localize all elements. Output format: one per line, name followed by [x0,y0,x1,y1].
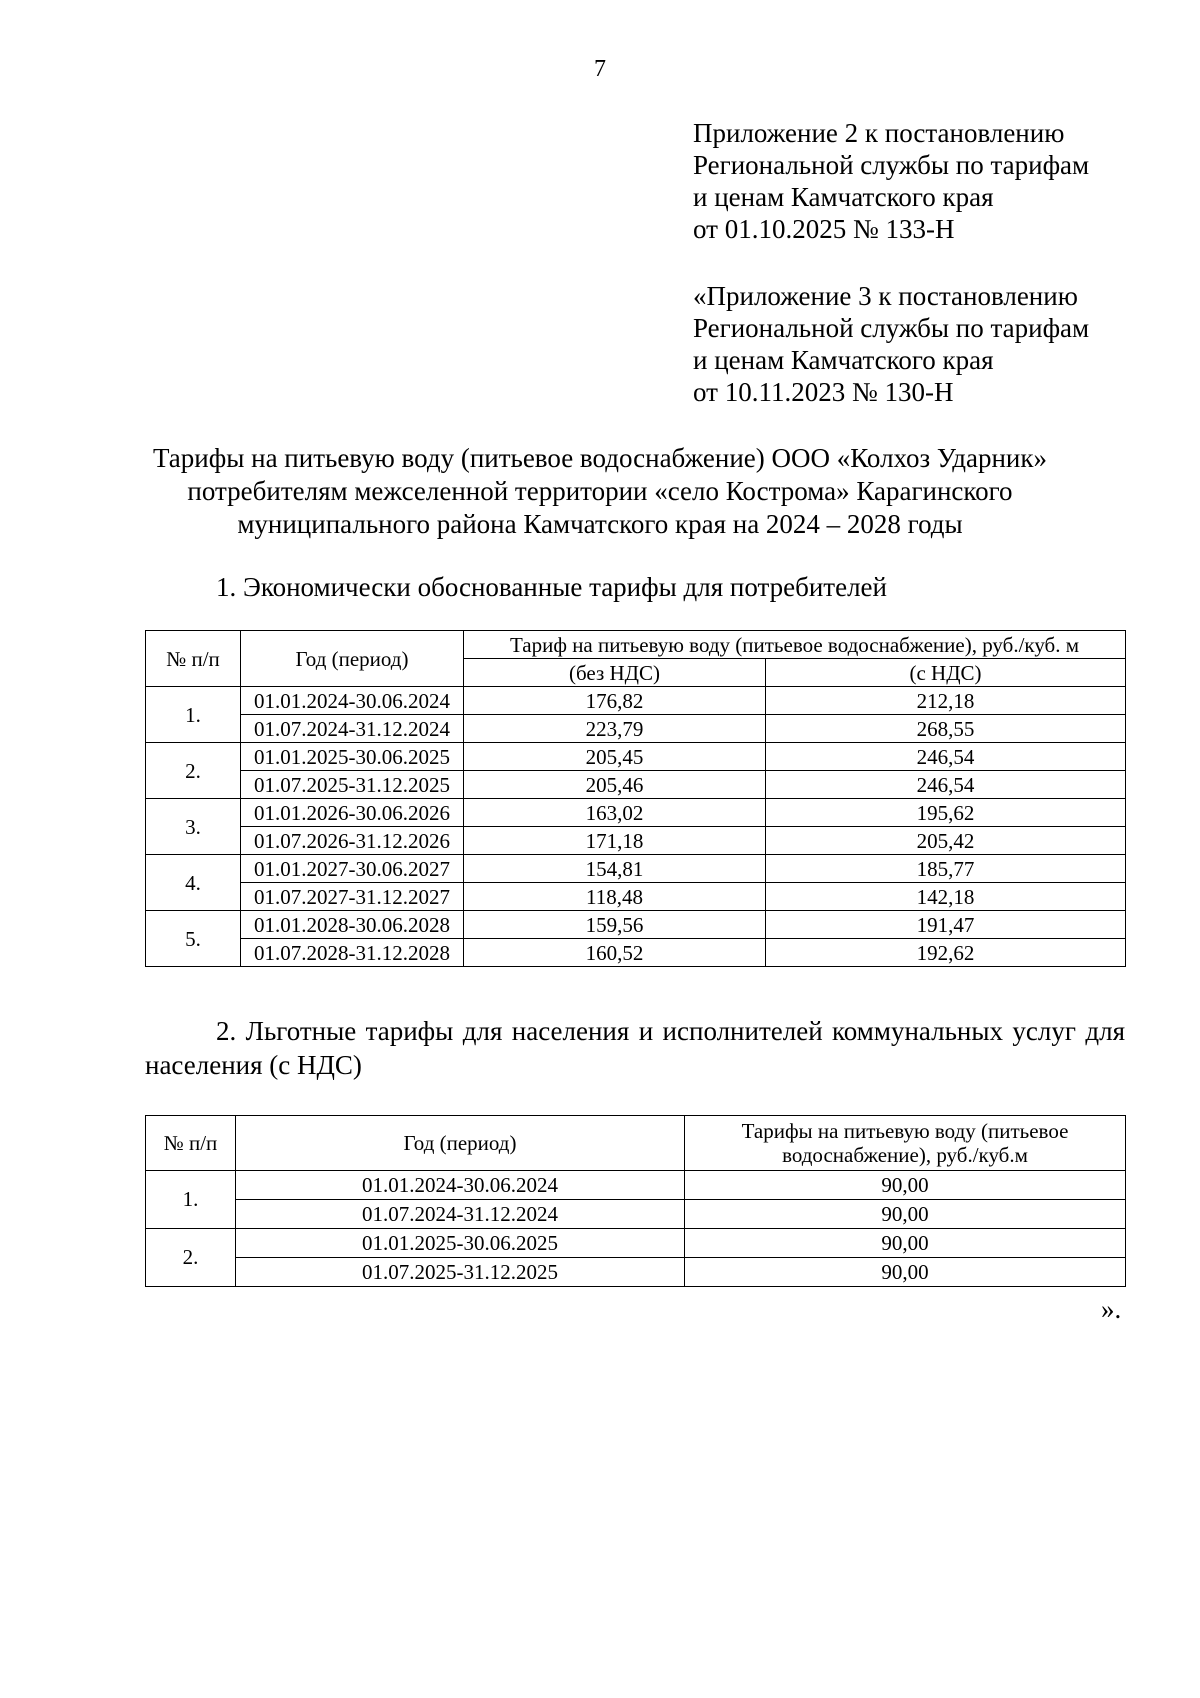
tariff-with-vat-cell: 212,18 [766,687,1126,715]
period-cell: 01.01.2024-30.06.2024 [236,1171,685,1200]
tariff-no-vat-cell: 154,81 [464,855,766,883]
tariff-value-cell: 90,00 [685,1229,1126,1258]
tariff-no-vat-cell: 160,52 [464,939,766,967]
tariff-value-cell: 90,00 [685,1171,1126,1200]
original-appendix-reference-line: от 10.11.2023 № 130-Н [693,377,954,407]
tariff-no-vat-cell: 176,82 [464,687,766,715]
period-cell: 01.07.2024-31.12.2024 [241,715,464,743]
column-header-with-vat: (с НДС) [766,659,1126,687]
tariff-value-cell: 90,00 [685,1200,1126,1229]
tariff-with-vat-cell: 192,62 [766,939,1126,967]
table-row [146,855,1126,883]
appendix-reference-block [693,117,1089,245]
tariff-no-vat-cell: 205,46 [464,771,766,799]
row-number-cell: 1. [146,1171,236,1229]
period-cell: 01.01.2027-30.06.2027 [241,855,464,883]
tariff-with-vat-cell: 268,55 [766,715,1126,743]
table-row [146,771,1126,799]
column-header-number: № п/п [146,631,241,687]
original-appendix-reference-line: «Приложение 3 к постановлению [693,281,1078,311]
table-row [146,1258,1126,1287]
appendix-reference-line: Региональной службы по тарифам [693,150,1090,180]
period-cell: 01.07.2026-31.12.2026 [241,827,464,855]
tariff-no-vat-cell: 159,56 [464,911,766,939]
tariff-no-vat-cell: 163,02 [464,799,766,827]
original-appendix-reference-line: Региональной службы по тарифам [693,313,1090,343]
tariff-with-vat-cell: 142,18 [766,883,1126,911]
section-1-heading: 1. Экономически обоснованные тарифы для потребителей [216,572,887,602]
table-row [146,1229,1126,1258]
period-cell: 01.01.2026-30.06.2026 [241,799,464,827]
tariff-value-cell: 90,00 [685,1258,1126,1287]
period-cell: 01.07.2025-31.12.2025 [241,771,464,799]
tariff-no-vat-cell: 223,79 [464,715,766,743]
column-header-period: Год (период) [241,631,464,687]
tariff-with-vat-cell: 191,47 [766,911,1126,939]
closing-quote-mark: ». [1101,1294,1122,1324]
column-header-tariff [685,1116,1126,1171]
tariff-with-vat-cell: 246,54 [766,743,1126,771]
table-row [146,911,1126,939]
preferential-tariffs-table [145,1115,1126,1287]
period-cell: 01.07.2024-31.12.2024 [236,1200,685,1229]
table-row [146,715,1126,743]
table-row [146,743,1126,771]
appendix-reference-line: от 01.10.2025 № 133-Н [693,214,955,244]
tariff-no-vat-cell: 118,48 [464,883,766,911]
appendix-reference-line: Приложение 2 к постановлению [693,118,1065,148]
row-number-cell: 2. [146,743,241,799]
document-title-line: Тарифы на питьевую воду (питьевое водоснабжение) ООО «Колхоз Ударник» [152,443,1048,473]
period-cell: 01.07.2025-31.12.2025 [236,1258,685,1287]
appendix-reference-line: и ценам Камчатского края [693,182,994,212]
period-cell: 01.01.2025-30.06.2025 [241,743,464,771]
period-cell: 01.01.2028-30.06.2028 [241,911,464,939]
row-number-cell: 4. [146,855,241,911]
row-number-cell: 5. [146,911,241,967]
table-row [146,883,1126,911]
section-2-heading: 2. Льготные тарифы для населения и исполнителей коммунальных услуг для населения (с НДС) [145,1016,1125,1080]
tariff-with-vat-cell: 195,62 [766,799,1126,827]
tariff-no-vat-cell: 205,45 [464,743,766,771]
period-cell: 01.07.2027-31.12.2027 [241,883,464,911]
row-number-cell: 1. [146,687,241,743]
table-row [146,939,1126,967]
row-number-cell: 2. [146,1229,236,1287]
table-row [146,799,1126,827]
document-title [0,442,1200,541]
column-header-period: Год (период) [236,1116,685,1171]
row-number-cell: 3. [146,799,241,855]
column-header-number: № п/п [146,1116,236,1171]
tariff-with-vat-cell: 246,54 [766,771,1126,799]
column-header-tariff-line: Тарифы на питьевую воду (питьевое [741,1119,1069,1143]
table-row [146,1200,1126,1229]
original-appendix-reference-block [693,280,1089,408]
period-cell: 01.01.2024-30.06.2024 [241,687,464,715]
page-number: 7 [594,56,606,82]
column-header-tariff-line: водоснабжение), руб./куб.м [782,1143,1028,1167]
tariff-no-vat-cell: 171,18 [464,827,766,855]
column-header-no-vat: (без НДС) [464,659,766,687]
period-cell: 01.07.2028-31.12.2028 [241,939,464,967]
period-cell: 01.01.2025-30.06.2025 [236,1229,685,1258]
tariff-with-vat-cell: 205,42 [766,827,1126,855]
original-appendix-reference-line: и ценам Камчатского края [693,345,994,375]
table-row [146,827,1126,855]
table-row [146,1171,1126,1200]
table-row [146,687,1126,715]
document-title-line: потребителям межселенной территории «село Кострома» Карагинского [187,476,1013,506]
document-title-line: муниципального района Камчатского края на 2024 – 2028 годы [237,509,963,539]
economic-tariffs-table [145,630,1126,967]
tariff-with-vat-cell: 185,77 [766,855,1126,883]
column-header-tariff: Тариф на питьевую воду (питьевое водоснабжение), руб./куб. м [464,631,1126,659]
